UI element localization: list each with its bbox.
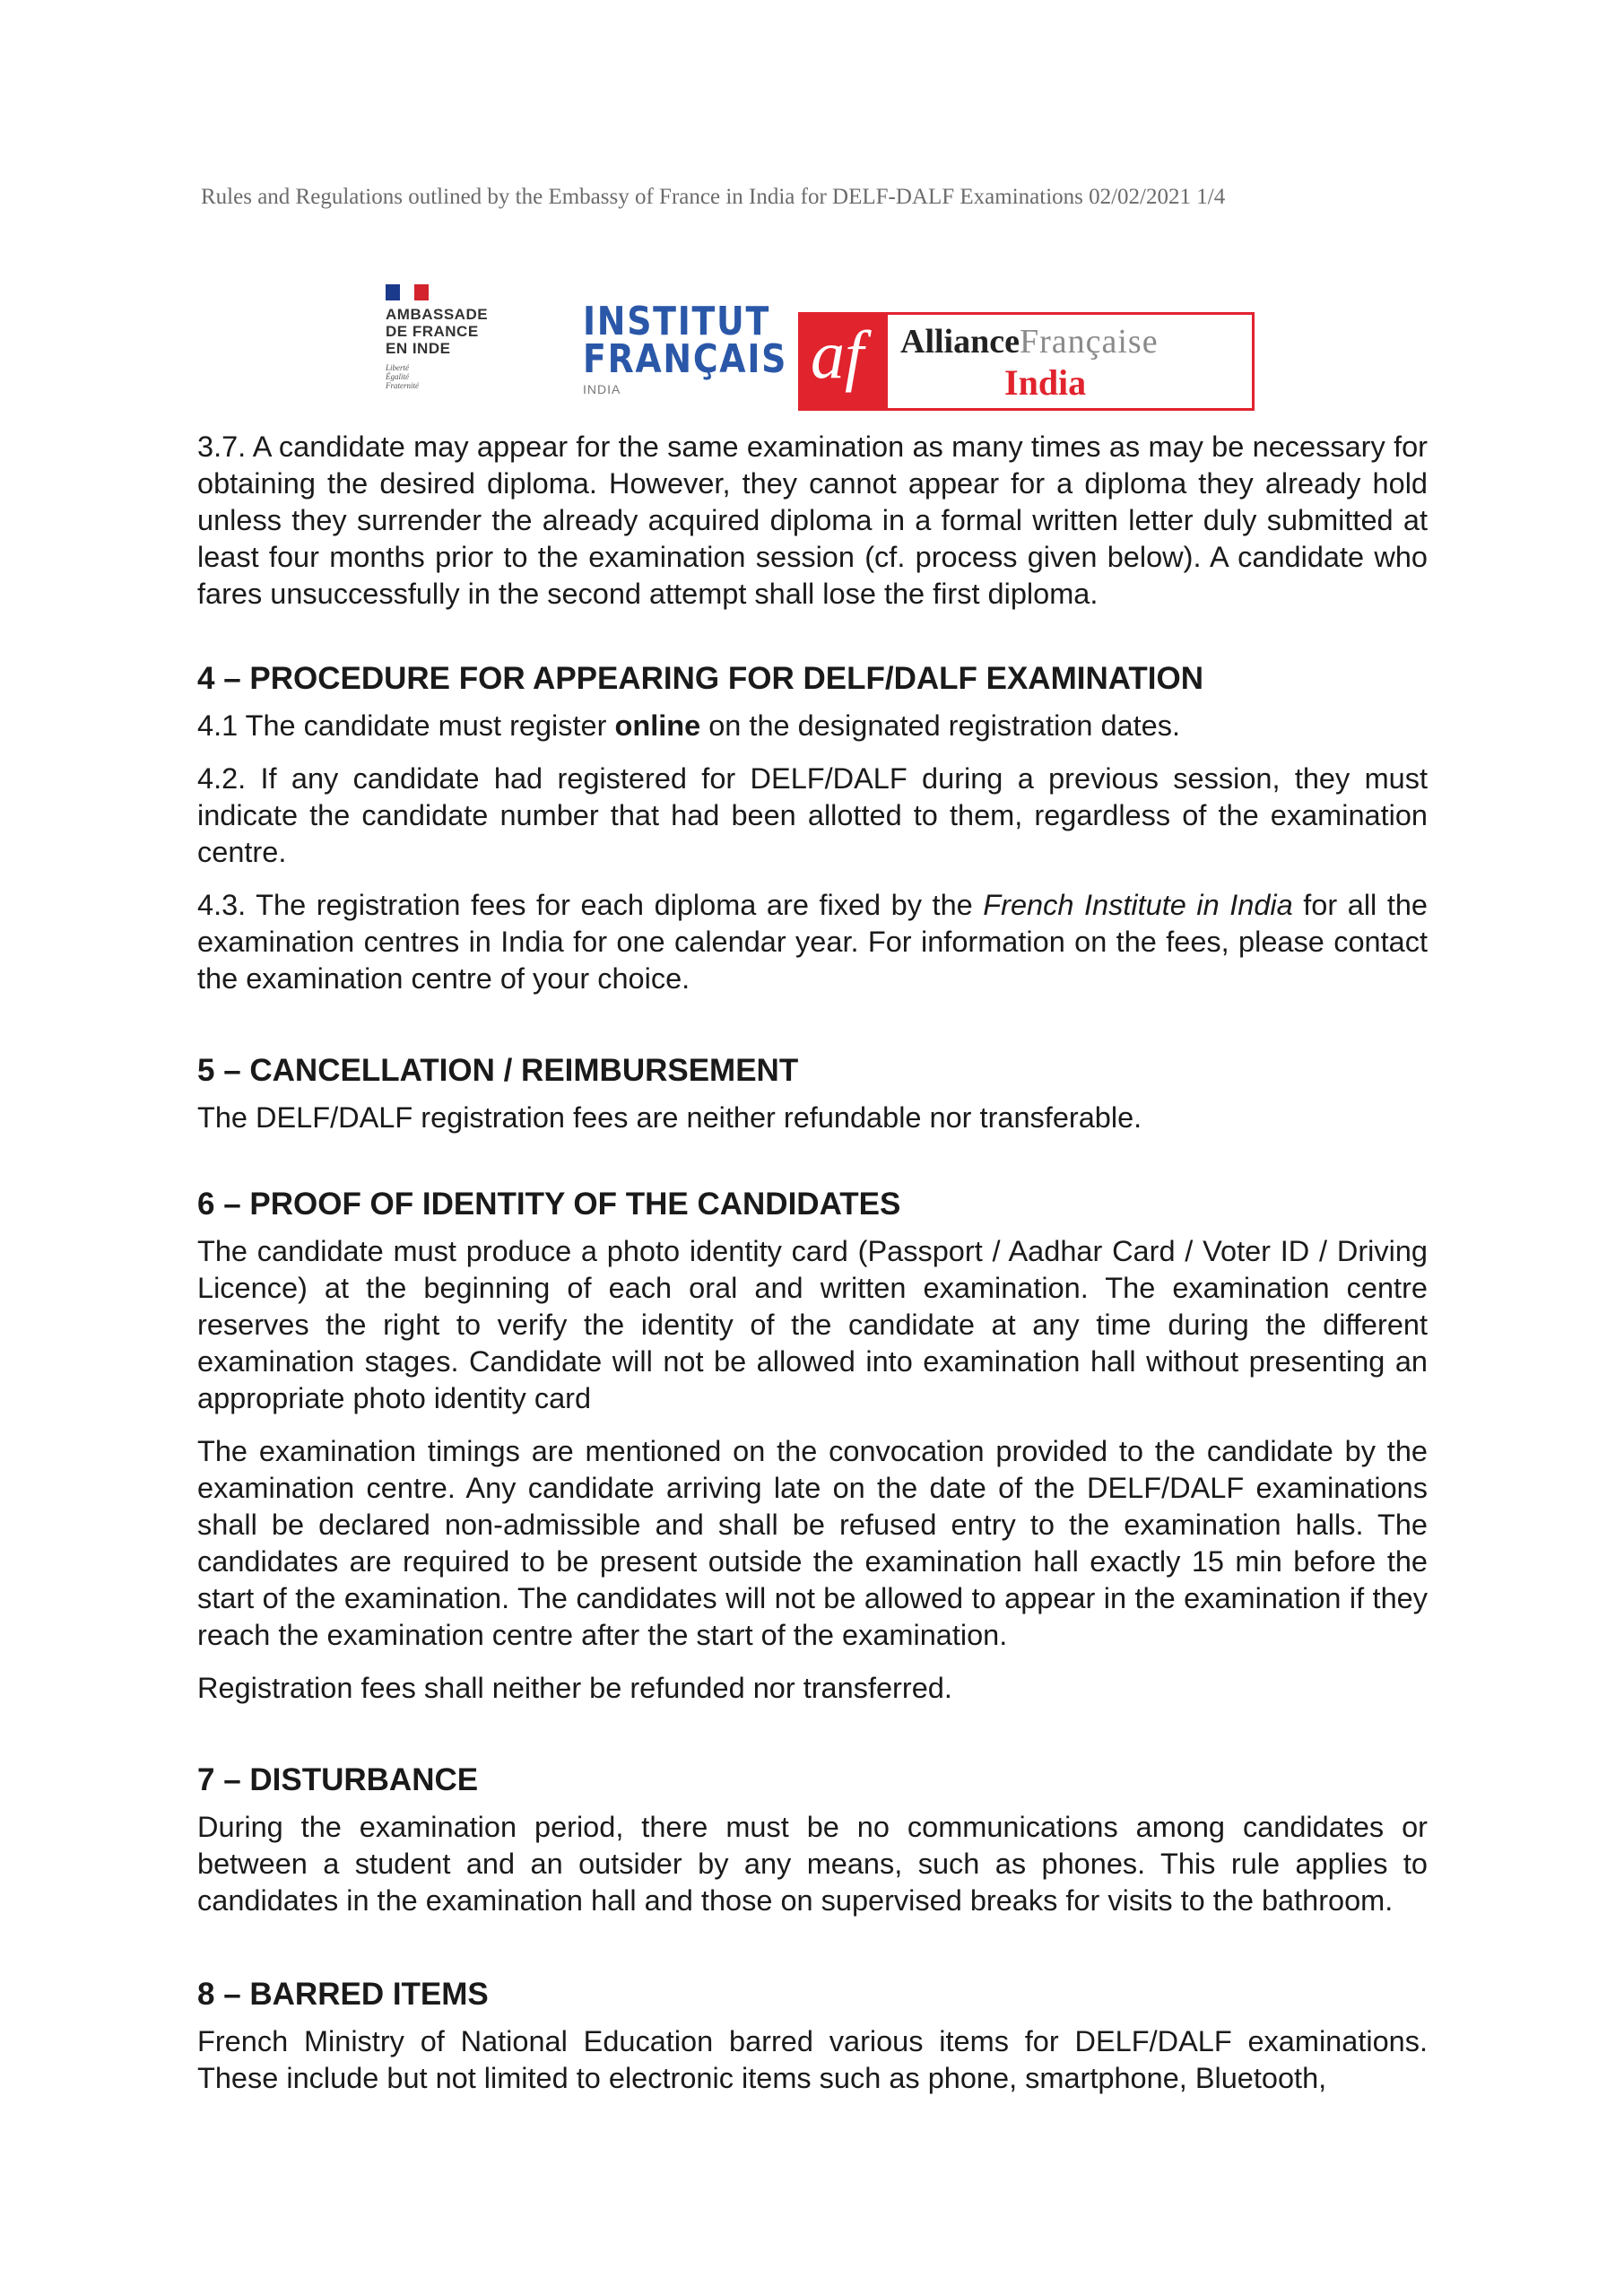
af-name-light: Française: [1019, 323, 1159, 361]
paragraph-4-3: [197, 887, 1428, 997]
af-name: [900, 324, 1159, 360]
embassy-line-3: EN INDE: [386, 340, 451, 357]
af-mark-text: af: [811, 317, 864, 393]
institut-francais-logo: [583, 299, 789, 415]
running-header: Rules and Regulations outlined by the Embassy of France in India for DELF-DALF Examinations 02/02/2021 1/4: [201, 185, 1226, 209]
af-name-frame: [888, 312, 1255, 411]
motto-line-1: Liberté: [386, 363, 409, 372]
paragraph-4-1: [197, 708, 1428, 744]
paragraph-4-1-text: 4.1 The candidate must register: [197, 709, 615, 742]
motto-line-2: Égalité: [386, 372, 409, 381]
paragraph-5-1: The DELF/DALF registration fees are neither refundable nor transferable.: [197, 1101, 1142, 1134]
af-mark-icon: [798, 312, 888, 411]
af-region: India: [1004, 362, 1087, 403]
paragraph-4-3-text-end: for all the examination centres in India for one calendar year. For information on the fees, please contact the examination centre of your choice.: [197, 889, 1428, 995]
embassy-logo-text: [386, 306, 488, 357]
paragraph-6-2: The examination timings are mentioned on the convocation provided to the candidate by the examination centre. Any candidate arriving late on the date of the DELF/DALF examinations shall be declared non-admissible and shall be refused entry to the examination halls. The candidates are required to be present outside the examination hall exactly 15 min before the start of the examination. The candidates will not be allowed to appear in the examination if they reach the examination centre after the start of the examination.: [197, 1435, 1428, 1651]
paragraph-6-1: The candidate must produce a photo identity card (Passport / Aadhar Card / Voter ID / Driving Licence) at the beginning of each oral and written examination. The examination centre reserves the right to verify the identity of the candidate at any time during the different examination stages. Candidate will not be allowed into examination hall without presenting an appropriate photo identity card: [197, 1235, 1428, 1414]
paragraph-4-2: 4.2. If any candidate had registered for DELF/DALF during a previous session, they must indicate the candidate number that had been allotted to them, regardless of the examination centre.: [197, 762, 1428, 868]
section-4-heading: 4 – PROCEDURE FOR APPEARING FOR DELF/DALF EXAMINATION: [197, 661, 1203, 696]
af-name-bold: Alliance: [900, 323, 1020, 361]
motto-line-3: Fraternité: [386, 381, 419, 390]
paragraph-8-1: French Ministry of National Education barred various items for DELF/DALF examinations. These include but not limited to electronic items such as phone, smartphone, Bluetooth,: [197, 2025, 1428, 2094]
institut-logo-sub: INDIA: [583, 382, 621, 396]
paragraph-3-7: 3.7. A candidate may appear for the same examination as many times as may be necessary for obtaining the desired diploma. However, they cannot appear for a diploma they already hold unless they surrender the already acquired diploma in a formal written letter duly submitted at least four months prior to the examination session (cf. process given below). A candidate who fares unsuccessfully in the second attempt shall lose the first diploma.: [197, 430, 1428, 610]
french-flag-icon: [386, 284, 429, 300]
republic-motto: [386, 363, 419, 390]
paragraph-4-1-bold: online: [614, 709, 701, 742]
paragraph-4-3-text: 4.3. The registration fees for each diploma are fixed by the: [197, 889, 984, 921]
section-6-heading: 6 – PROOF OF IDENTITY OF THE CANDIDATES: [197, 1187, 901, 1222]
embassy-of-france-logo: [368, 274, 576, 408]
paragraph-4-3-italic: French Institute in India: [983, 889, 1293, 921]
paragraph-4-1-text-end: on the designated registration dates.: [700, 709, 1181, 742]
embassy-line-2: DE FRANCE: [386, 323, 479, 340]
embassy-line-1: AMBASSADE: [386, 306, 489, 323]
institut-logo-line-1: INSTITUT: [583, 299, 771, 344]
institut-logo-line-2: FRANÇAIS: [583, 336, 788, 382]
section-8-heading: 8 – BARRED ITEMS: [197, 1977, 489, 2012]
paragraph-6-3: Registration fees shall neither be refunded nor transferred.: [197, 1672, 952, 1704]
section-7-heading: 7 – DISTURBANCE: [197, 1762, 479, 1797]
paragraph-7-1: During the examination period, there must be no communications among candidates or between a student and an outsider by any means, such as phones. This rule applies to candidates in the examination hall and those on supervised breaks for visits to the bathroom.: [197, 1811, 1428, 1917]
section-5-heading: 5 – CANCELLATION / REIMBURSEMENT: [197, 1053, 799, 1088]
alliance-francaise-logo: [798, 312, 1257, 411]
document-body: [197, 429, 1428, 2113]
